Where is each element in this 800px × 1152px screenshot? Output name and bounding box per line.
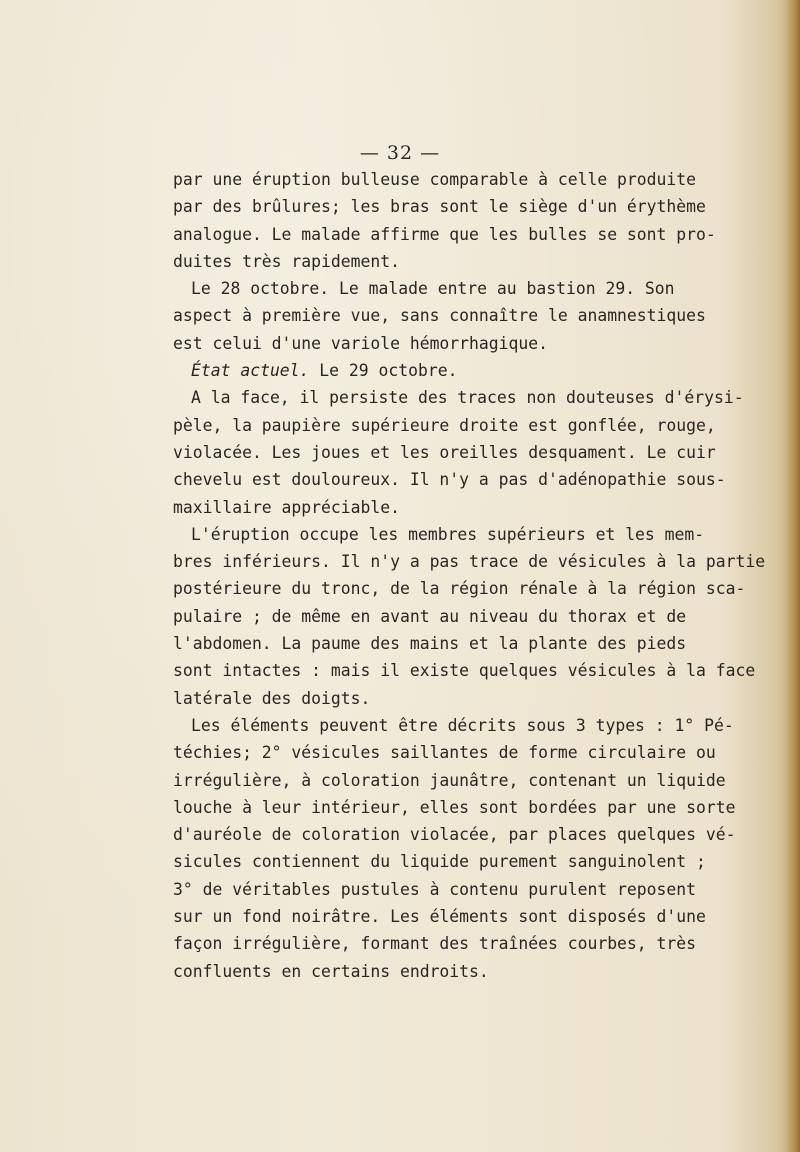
text-line: pulaire ; de même en avant au niveau du thorax et de [173, 606, 687, 626]
text-line: A la face, il persiste des traces non douteuses d'érysi- [191, 388, 744, 408]
text-line: d'auréole de coloration violacée, par places quelques vé- [173, 825, 736, 845]
text-line: pèle, la paupière supérieure droite est gonflée, rouge, [173, 415, 716, 435]
page-edge-stain [786, 0, 800, 1152]
text-line: par une éruption bulleuse comparable à celle produite [173, 170, 697, 189]
text-line: irrégulière, à coloration jaunâtre, contenant un liquide [173, 770, 726, 790]
text-line: chevelu est douloureux. Il n'y a pas d'adénopathie sous- [173, 470, 726, 490]
text-line: louche à leur intérieur, elles sont bordées par une sorte [173, 797, 736, 817]
text-line: Les éléments peuvent être décrits sous 3 types : 1° Pé- [191, 715, 734, 735]
text-line: L'éruption occupe les membres supérieurs et les mem- [191, 524, 705, 544]
text-line: sont intactes : mais il existe quelques vésicules à la face [173, 661, 756, 681]
text-line: façon irrégulière, formant des traînées courbes, très [173, 934, 697, 954]
text-line: duites très rapidement. [173, 251, 400, 271]
text-line: sur un fond noirâtre. Les éléments sont disposés d'une [173, 907, 706, 927]
text-line: analogue. Le malade affirme que les bulles se sont pro- [173, 224, 716, 244]
text-line: 3° de véritables pustules à contenu purulent reposent [173, 879, 697, 899]
etat-date: Le 29 octobre. [319, 361, 458, 381]
etat-actuel-label: État actuel. [191, 361, 310, 381]
text-line: maxillaire appréciable. [173, 497, 400, 517]
text-line: l'abdomen. La paume des mains et la plante des pieds [173, 634, 687, 654]
body-text [173, 166, 766, 985]
text-line: violacée. Les joues et les oreilles desquament. Le cuir [173, 442, 716, 462]
text-line: est celui d'une variole hémorrhagique. [173, 333, 548, 353]
text-line: par des brûlures; les bras sont le siège d'un érythème [173, 197, 706, 217]
text-line: sicules contiennent du liquide purement sanguinolent ; [173, 852, 706, 872]
text-line: aspect à première vue, sans connaître le anamnestiques [173, 306, 706, 326]
text-line: latérale des doigts. [173, 688, 371, 708]
text-line: téchies; 2° vésicules saillantes de forme circulaire ou [173, 743, 716, 763]
text-line: confluents en certains endroits. [173, 961, 489, 981]
text-line: postérieure du tronc, de la région rénale à la région sca- [173, 579, 746, 599]
text-line: bres inférieurs. Il n'y a pas trace de vésicules à la partie [173, 552, 766, 572]
text-line: Le 28 octobre. Le malade entre au bastion 29. Son [191, 279, 675, 299]
text-line-etat [173, 357, 655, 384]
page-number: — 32 — [359, 142, 441, 164]
